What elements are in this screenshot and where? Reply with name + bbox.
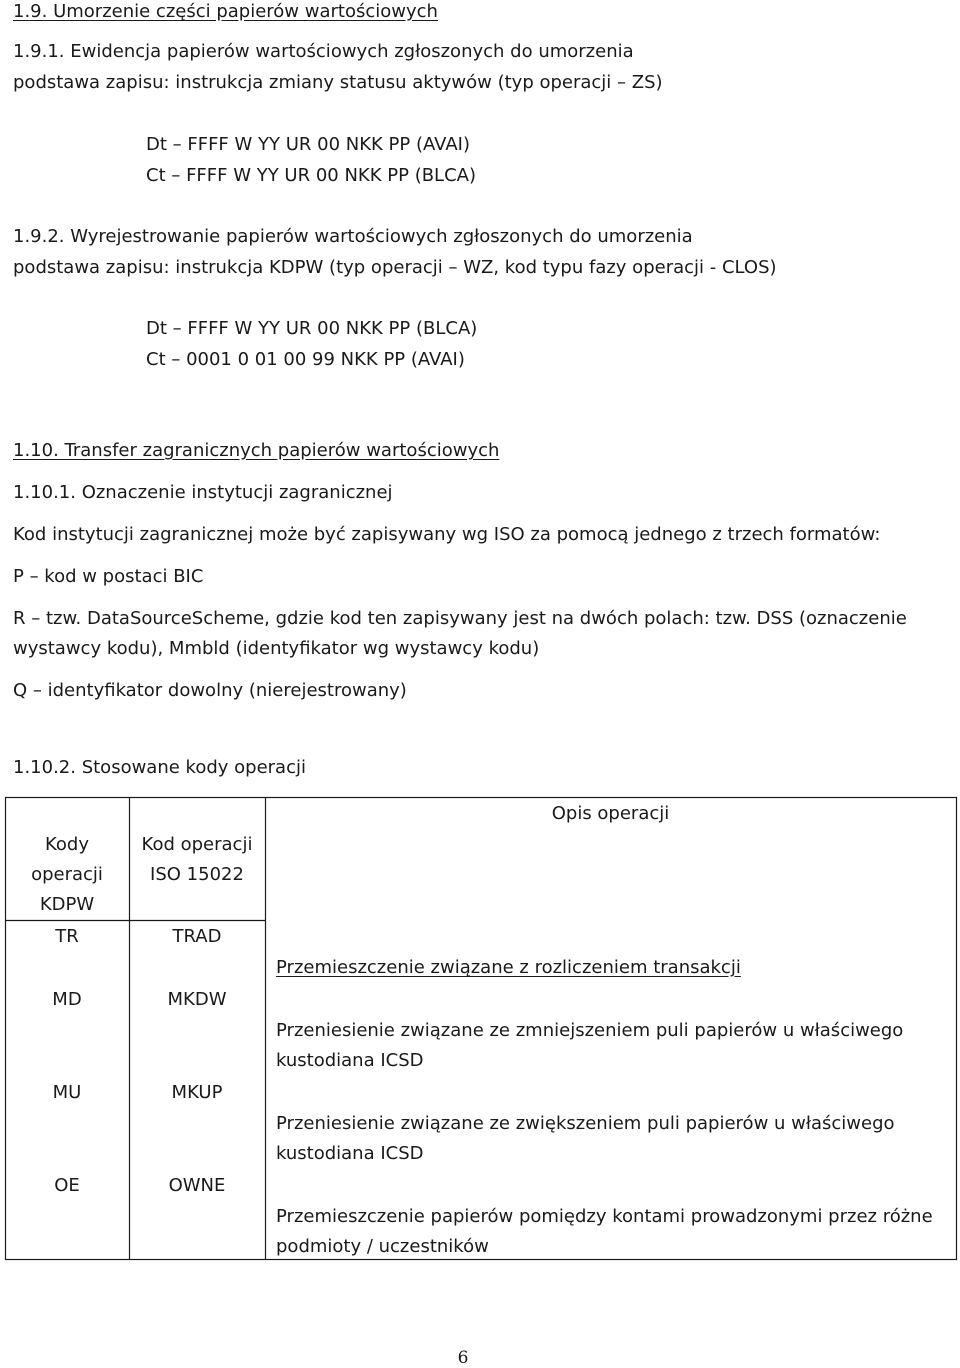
- debit-entry-1-9-2: Dt – FFFF W YY UR 00 NKK PP (BLCA): [146, 318, 478, 339]
- format-r-line-1: R – tzw. DataSourceScheme, gdzie kod ten zapisywany jest na dwóch polach: tzw. DSS (oznaczenie: [13, 608, 907, 629]
- section-heading-1-10: 1.10. Transfer zagranicznych papierów wartościowych: [13, 440, 500, 461]
- format-q: Q – identyfikator dowolny (nierejestrowany): [13, 680, 407, 701]
- section-heading-1-9: 1.9. Umorzenie części papierów wartościowych: [13, 1, 438, 22]
- page-number: 6: [457, 1348, 469, 1368]
- row-4-description: [276, 1202, 933, 1262]
- credit-entry-1-9-2: Ct – 0001 0 01 00 99 NKK PP (AVAI): [146, 349, 465, 370]
- row-2-kdpw-code: MD: [52, 989, 82, 1010]
- header-iso-line-2: ISO 15022: [150, 864, 244, 885]
- row-3-description-line-1: Przeniesienie związane ze zwiększeniem puli papierów u właściwego: [276, 1113, 895, 1134]
- subsection-title-1-9-2: 1.9.2. Wyrejestrowanie papierów wartościowych zgłoszonych do umorzenia: [13, 226, 693, 247]
- row-3-description-line-2: kustodiana ICSD: [276, 1143, 424, 1164]
- format-p: P – kod w postaci BIC: [13, 566, 204, 587]
- row-3-kdpw-code: MU: [52, 1082, 82, 1103]
- header-iso-line-1: Kod operacji: [141, 834, 253, 855]
- header-iso-codes: [129, 830, 265, 890]
- header-description: Opis operacji: [551, 803, 670, 824]
- debit-entry-1-9-1: Dt – FFFF W YY UR 00 NKK PP (AVAI): [146, 134, 470, 155]
- credit-entry-1-9-1: Ct – FFFF W YY UR 00 NKK PP (BLCA): [146, 165, 476, 186]
- header-kdpw-line-2: operacji: [31, 864, 103, 885]
- header-kdpw-line-1: Kody: [45, 834, 89, 855]
- row-1-description: [276, 953, 741, 983]
- row-4-iso-code: OWNE: [168, 1175, 226, 1196]
- subsection-title-1-10-2: 1.10.2. Stosowane kody operacji: [13, 757, 306, 778]
- row-1-description-line-1: Przemieszczenie związane z rozliczeniem transakcji: [276, 957, 741, 978]
- row-2-description-line-2: kustodiana ICSD: [276, 1050, 424, 1071]
- entry-basis-1-9-2: podstawa zapisu: instrukcja KDPW (typ operacji – WZ, kod typu fazy operacji - CLOS): [13, 257, 777, 278]
- subsection-title-1-9-1: 1.9.1. Ewidencja papierów wartościowych zgłoszonych do umorzenia: [13, 41, 634, 62]
- row-2-description-line-1: Przeniesienie związane ze zmniejszeniem puli papierów u właściwego: [276, 1020, 904, 1041]
- formats-intro: Kod instytucji zagranicznej może być zapisywany wg ISO za pomocą jednego z trzech formatów:: [13, 524, 881, 545]
- row-4-description-line-1: Przemieszczenie papierów pomiędzy kontami prowadzonymi przez różne: [276, 1206, 933, 1227]
- row-4-description-line-2: podmioty / uczestników: [276, 1236, 489, 1257]
- row-3-description: [276, 1109, 895, 1169]
- subsection-title-1-10-1: 1.10.1. Oznaczenie instytucji zagranicznej: [13, 482, 393, 503]
- row-2-iso-code: MKDW: [167, 989, 227, 1010]
- header-kdpw-codes: [5, 830, 129, 920]
- row-1-kdpw-code: TR: [55, 926, 79, 947]
- format-r-line-2: wystawcy kodu), Mmbld (identyfikator wg wystawcy kodu): [13, 638, 540, 659]
- entry-basis-1-9-1: podstawa zapisu: instrukcja zmiany statusu aktywów (typ operacji – ZS): [13, 72, 663, 93]
- row-4-kdpw-code: OE: [54, 1175, 80, 1196]
- header-kdpw-line-3: KDPW: [39, 894, 95, 915]
- row-1-iso-code: TRAD: [172, 926, 222, 947]
- row-2-description: [276, 1016, 903, 1076]
- row-3-iso-code: MKUP: [171, 1082, 223, 1103]
